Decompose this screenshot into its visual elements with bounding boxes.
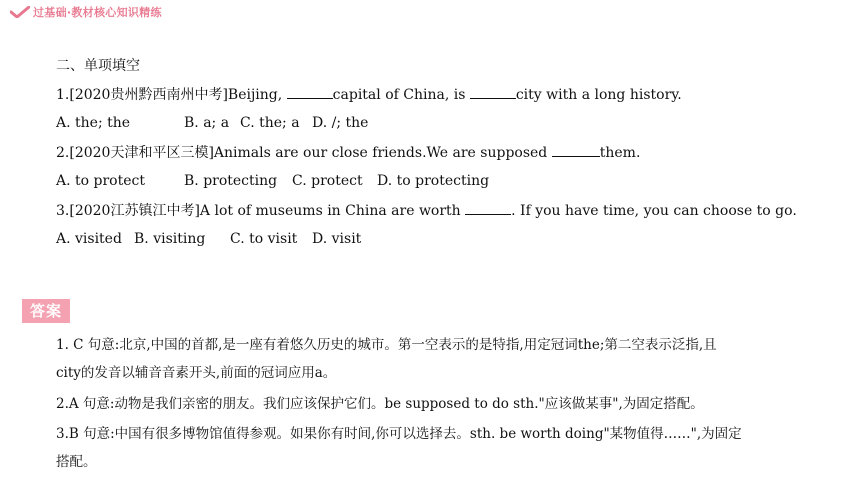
answer-line-1: 1. C 句意:北京,中国的首都,是一座有着悠久历史的城市。第一空表示的是特指,用定冠词the;第二空表示泛指,且 xyxy=(56,337,717,353)
header-brand xyxy=(10,4,162,20)
answer-badge: 答案 xyxy=(22,299,70,323)
question-3-stem-post: . If you have time, you can choose to go. xyxy=(511,203,797,219)
option-a: A. the; the xyxy=(56,115,131,131)
answer-line-4: 3.B 句意:中国有很多博物馆值得参观。如果你有时间,你可以选择去。sth. be worth doing"某物值得……",为固定 xyxy=(56,426,742,442)
answer-blank xyxy=(470,84,516,99)
question-3 xyxy=(56,200,797,221)
option-b: B. visiting xyxy=(134,231,206,247)
option-c: C. to visit xyxy=(230,231,298,247)
option-a: A. to protect xyxy=(56,173,145,189)
answer-line-3: 2.A 句意:动物是我们亲密的朋友。我们应该保护它们。be supposed to do sth."应该做某事",为固定搭配。 xyxy=(56,396,704,412)
question-1 xyxy=(56,84,682,105)
question-2-options xyxy=(56,171,489,191)
option-a: A. visited xyxy=(56,231,122,247)
option-b: B. a; a xyxy=(184,115,230,131)
question-2-stem-post: them. xyxy=(599,145,641,161)
brand-text: 过基础·教材核心知识精练 xyxy=(33,6,162,19)
option-c: C. the; a xyxy=(240,115,300,131)
answer-blank xyxy=(552,142,600,157)
question-1-options xyxy=(56,113,368,133)
answer-blank xyxy=(465,200,511,215)
answer-line-5: 搭配。 xyxy=(56,454,97,470)
option-c: C. protect xyxy=(292,173,363,189)
question-3-options xyxy=(56,229,361,249)
question-2-stem-pre: 2.[2020天津和平区三模]Animals are our close friends.We are supposed xyxy=(56,145,552,161)
option-b: B. protecting xyxy=(184,173,278,189)
question-1-stem-pre: 1.[2020贵州黔西南州中考]Beijing, xyxy=(56,87,287,103)
section-title: 二、单项填空 xyxy=(56,58,140,74)
answer-blank xyxy=(287,84,333,99)
option-d: D. visit xyxy=(312,231,362,247)
question-1-stem-post: city with a long history. xyxy=(515,87,682,103)
checkmark-logo-icon xyxy=(10,6,30,18)
question-2 xyxy=(56,142,640,163)
option-d: D. /; the xyxy=(312,115,369,131)
answer-line-2: city的发音以辅音音素开头,前面的冠词应用a。 xyxy=(56,365,337,381)
question-3-stem-pre: 3.[2020江苏镇江中考]A lot of museums in China are worth xyxy=(56,203,466,219)
question-1-stem-mid: capital of China, is xyxy=(332,87,470,103)
option-d: D. to protecting xyxy=(377,173,490,189)
